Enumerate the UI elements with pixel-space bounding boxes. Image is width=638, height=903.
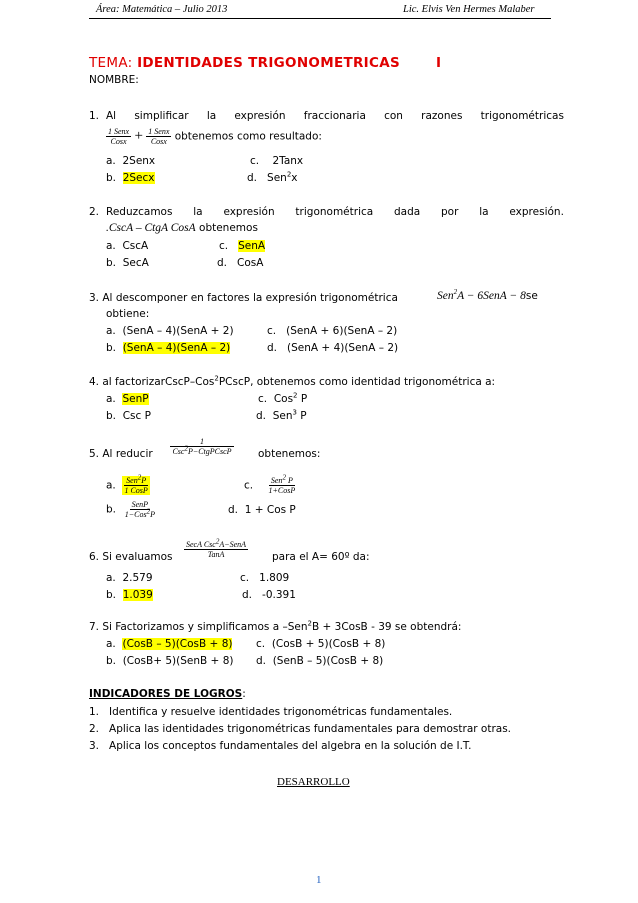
title-prefix: TEMA: [89,55,138,71]
q6-option-a: a. 2.579 [106,572,153,584]
q6-option-b: b. 1.039 [106,589,153,601]
q4-option-b: b. Csc P [106,410,151,422]
q6-fraction: $\frac{SecA Csc^2A-SenA}{\text{TanA}}$ [186,537,247,559]
q2-answer-highlight: SenA [238,240,266,252]
q5-option-d: d. 1 + Cos P [228,504,296,516]
page-title [89,55,400,71]
q3-option-c: c. (SenA + 6)(SenA – 2) [267,325,398,337]
q7-option-b: b. (CosB+ 5)(SenB + 8) [106,655,234,667]
q1-fraction-2: $\frac{\text{1 Senx}}{\text{Cosx}}$ [148,127,170,146]
q6-tail: para el A= 60º da: [272,551,370,563]
indicador-item-3: 3. Aplica los conceptos fundamentales del algebra en la solución de I.T. [89,740,472,752]
q6-option-c: c. 1.809 [240,572,290,584]
q3-expression: Sen$^2$A − 6SenA − 8se [437,288,538,302]
q4-answer-highlight: SenP [122,393,149,405]
q7-statement: 7. Si Factorizamos y simplificamos a –Sen$^2$B + 3CosB - 39 se obtendrá: [89,619,462,633]
header-rule [89,18,551,19]
q1-option-c: c. 2Tanx [250,155,304,167]
q2-option-a: a. CscA [106,240,149,252]
q2-statement: Reduzcamos la expresión trigonométrica dada por la expresión. [106,206,564,218]
q5-option-c: c. $\frac{Sen^2 P}{\text{1+CosP}}$ [244,473,296,495]
q1-plus: + [134,128,143,144]
q1-option-a: a. 2Senx [106,155,156,167]
q5-answer-highlight: $\frac{Sen^2P}{\text{1 CosP}}$ [124,473,148,495]
header-area: Área: Matemática – Julio 2013 [96,4,228,15]
q5-option-a: a. $\frac{Sen^2P}{\text{1 CosP}}$ [106,473,148,495]
q5-tail: obtenemos: [258,448,321,460]
q2-option-d: d. CosA [217,257,264,269]
q3-option-b: b. (SenA – 4)(SenA – 2) [106,342,231,354]
indicador-item-1: 1. Identifica y resuelve identidades trigonométricas fundamentales. [89,706,453,718]
q7-option-c: c. (CosB + 5)(CosB + 8) [256,638,386,650]
q7-option-d: d. (SenB – 5)(CosB + 8) [256,655,384,667]
q3-answer-highlight: (SenA – 4)(SenA – 2) [122,342,231,354]
q2-option-c: c. SenA [219,240,266,252]
q5-fraction: $\frac{1}{Csc^2P-CtgPCscP}$ [170,437,234,456]
q5-statement: 5. Al reducir [89,448,153,460]
desarrollo-heading: DESARROLLO [277,776,350,788]
q1-fraction-1: $\frac{\text{1 Senx}}{\text{Cosx}}$ [108,127,130,146]
q1-option-b: b. 2Secx [106,172,155,184]
q3-option-d: d. (SenA + 4)(SenA – 2) [267,342,399,354]
q3-statement: 3. Al descomponer en factores la expresión trigonométrica [89,292,398,304]
q2-number: 2. [89,206,100,218]
q1-option-d: d. Sen$^2$x [247,170,298,184]
header-author: Lic. Elvis Ven Hermes Malaber [403,4,535,15]
q1-tail: obtenemos como resultado: [174,130,322,143]
title-numeral: I [436,55,442,71]
q2-expression: .CscA – CtgA CosA obtenemos [106,222,258,234]
q2-option-b: b. SecA [106,257,149,269]
q7-answer-highlight: (CosB – 5)(CosB + 8) [122,638,233,650]
indicadores-heading: INDICADORES DE LOGROS: [89,688,246,700]
q6-statement: 6. Si evaluamos [89,551,173,563]
q1-statement: Al simplificar la expresión fraccionaria con razones trigonométricas [106,110,564,122]
q4-option-d: d. Sen$^3$ P [256,408,307,422]
q3-option-a: a. (SenA – 4)(SenA + 2) [106,325,234,337]
q4-option-c: c. Cos$^2$ P [258,391,308,405]
q6-answer-highlight: 1.039 [122,589,153,601]
q1-answer-highlight: 2Secx [122,172,155,184]
q1-number: 1. [89,110,100,122]
q3-line2: obtiene: [106,308,150,320]
q5-option-b: b. $\frac{\text{SenP}}{1-Cos^2P}$ [106,500,155,519]
q1-expression [106,127,322,146]
q4-statement: 4. al factorizarCscP–Cos$^2$PCscP, obtenemos como identidad trigonométrica a: [89,374,496,388]
title-main: IDENTIDADES TRIGONOMETRICAS [137,55,400,71]
q7-option-a: a. (CosB – 5)(CosB + 8) [106,638,233,650]
q4-option-a: a. SenP [106,393,149,405]
indicador-item-2: 2. Aplica las identidades trigonométricas fundamentales para demostrar otras. [89,723,512,735]
nombre-label: NOMBRE: [89,74,139,86]
page-number: 1 [316,874,322,886]
q6-option-d: d. -0.391 [242,589,296,601]
